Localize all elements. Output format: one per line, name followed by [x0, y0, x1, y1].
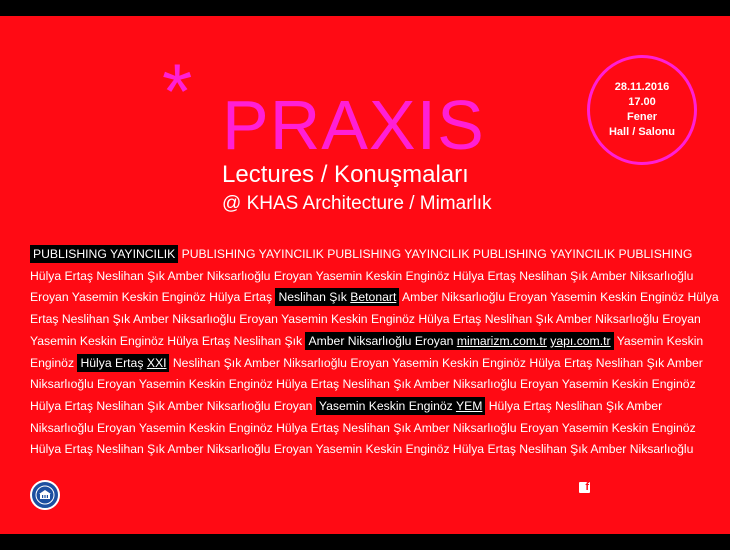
- yapi-link[interactable]: yapı.com.tr: [550, 333, 611, 348]
- highlight-name: Hülya Ertaş: [80, 355, 147, 370]
- text-segment: Eroyan Yasemin Keskin Enginöz Hülya Ertaş: [30, 290, 276, 305]
- asterisk-mark: *: [162, 47, 193, 135]
- event-info-circle: [587, 55, 697, 165]
- text-line-6: [30, 353, 720, 375]
- facebook-glyph: f: [585, 482, 589, 493]
- mimarizm-link[interactable]: mimarizm.com.tr: [456, 333, 547, 348]
- text-line-9: Niksarlıoğlu Eroyan Yasemin Keskin Enginöz Hülya Ertaş Neslihan Şık Amber Niksarlıoğlu Eroyan Yasemin Keskin Enginöz: [30, 420, 696, 435]
- text-line-2: Hülya Ertaş Neslihan Şık Amber Niksarlıoğlu Eroyan Yasemin Keskin Enginöz Hülya Ertaş Neslihan Şık Amber Niksarlıoğlu: [30, 268, 694, 283]
- text-line-8: [30, 396, 720, 418]
- text-segment: Enginöz: [30, 355, 78, 370]
- xxi-link[interactable]: XXI: [146, 355, 167, 370]
- page-title: PRAXIS: [222, 86, 485, 164]
- text-line-4: Ertaş Neslihan Şık Amber Niksarlıoğlu Eroyan Yasemin Keskin Enginöz Hülya Ertaş Neslihan Şık Amber Niksarlıoğlu Eroyan: [30, 312, 701, 327]
- facebook-icon[interactable]: [579, 482, 590, 493]
- text-segment: Hülya Ertaş Neslihan Şık Amber Niksarlıoğlu Eroyan: [30, 398, 316, 413]
- event-time: 17.00: [628, 96, 656, 108]
- text-segment: Neslihan Şık Amber Niksarlıoğlu Eroyan Yasemin Keskin Enginöz Hülya Ertaş Neslihan Şık Amber: [169, 355, 703, 370]
- event-place-line2: Hall / Salonu: [608, 126, 675, 138]
- poster: [0, 16, 730, 534]
- text-line-10: Hülya Ertaş Neslihan Şık Amber Niksarlıoğlu Eroyan Yasemin Keskin Enginöz Hülya Ertaş Neslihan Şık Amber Niksarlıoğlu: [30, 442, 694, 457]
- text-segment: PUBLISHING YAYINCILIK PUBLISHING YAYINCILIK PUBLISHING YAYINCILIK PUBLISHING: [178, 247, 693, 261]
- event-date: 28.11.2016: [614, 81, 670, 93]
- event-place-line1: Fener: [627, 111, 657, 123]
- highlight-amber: [305, 332, 613, 350]
- subtitle: Lectures / Konuşmaları: [222, 161, 469, 188]
- highlight-name: Neslihan Şık: [278, 290, 351, 305]
- university-seal-icon[interactable]: [30, 480, 60, 510]
- text-segment: Yasemin Keskin: [613, 333, 704, 348]
- text-line-1: [30, 244, 720, 266]
- highlight-hulya: [77, 354, 169, 372]
- speakers-text-block: [30, 244, 720, 461]
- betonart-link[interactable]: Betonart: [350, 290, 397, 305]
- text-segment: Hülya Ertaş Neslihan Şık Amber: [485, 398, 663, 413]
- highlight-yasemin: [316, 397, 486, 415]
- text-segment: Yasemin Keskin Enginöz Hülya Ertaş Neslihan Şık: [30, 333, 306, 348]
- text-line-7: Niksarlıoğlu Eroyan Yasemin Keskin Enginöz Hülya Ertaş Neslihan Şık Amber Niksarlıoğlu Eroyan Yasemin Keskin Enginöz: [30, 377, 696, 392]
- highlight-publishing: PUBLISHING YAYINCILIK: [30, 245, 178, 263]
- text-line-5: [30, 331, 720, 353]
- highlight-neslihan: [275, 288, 399, 306]
- text-line-3: [30, 287, 720, 309]
- text-segment: Amber Niksarlıoğlu Eroyan Yasemin Keskin Enginöz Hülya: [399, 290, 719, 305]
- highlight-name: Yasemin Keskin Enginöz: [318, 398, 456, 413]
- highlight-name: Amber Niksarlıoğlu Eroyan: [308, 333, 457, 348]
- yem-link[interactable]: YEM: [455, 398, 483, 413]
- venue-label: @ KHAS Architecture / Mimarlık: [222, 193, 492, 214]
